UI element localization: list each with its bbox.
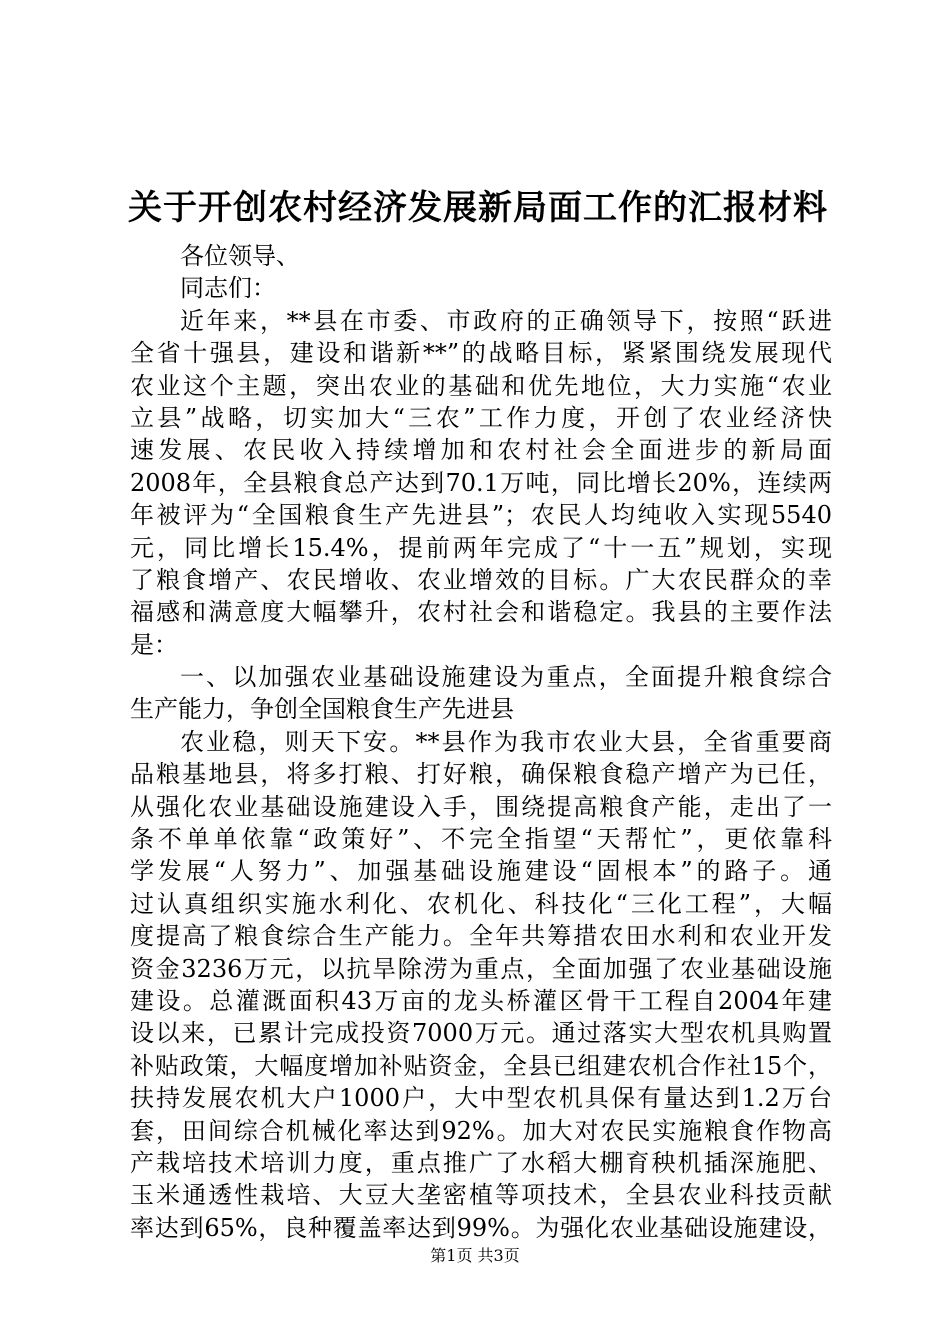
body-line: 度提高了粮食综合生产能力。全年共筹措农田水利和农业开发 xyxy=(130,922,832,951)
body-line: 生产能力，争创全国粮食生产先进县 xyxy=(130,695,514,724)
body-line: 建设。总灌溉面积43万亩的龙头桥灌区骨干工程自2004年建 xyxy=(130,986,832,1015)
body-line: 玉米通透性栽培、大豆大垄密植等项技术，全县农业科技贡献 xyxy=(130,1181,832,1210)
body-line: 立县”战略，切实加大“三农”工作力度，开创了农业经济快 xyxy=(130,403,832,432)
body-line: 资金3236万元，以抗旱除涝为重点，全面加强了农业基础设施 xyxy=(130,954,832,983)
body-line: 一、以加强农业基础设施建设为重点，全面提升粮食综合 xyxy=(180,663,832,692)
body-line: 条不单单依靠“政策好”、不完全指望“天帮忙”，更依靠科 xyxy=(130,825,832,854)
body-line: 率达到65%，良种覆盖率达到99%。为强化农业基础设施建设， xyxy=(130,1213,832,1242)
body-line: 福感和满意度大幅攀升，农村社会和谐稳定。我县的主要作法 xyxy=(130,598,832,627)
body-line: 年被评为“全国粮食生产先进县”；农民人均纯收入实现5540 xyxy=(130,501,832,530)
body-line: 农业稳，则天下安。**县作为我市农业大县，全省重要商 xyxy=(180,727,832,756)
body-line: 是： xyxy=(130,630,178,659)
body-line: 速发展、农民收入持续增加和农村社会全面进步的新局面 xyxy=(130,436,832,465)
body-line: 套，田间综合机械化率达到92%。加大对农民实施粮食作物高 xyxy=(130,1116,832,1145)
body-line: 全省十强县，建设和谐新**”的战略目标，紧紧围绕发展现代 xyxy=(130,339,832,368)
body-line: 补贴政策，大幅度增加补贴资金，全县已组建农机合作社15个， xyxy=(130,1051,832,1080)
body-line: 各位领导、 xyxy=(180,242,300,270)
body-line: 从强化农业基础设施建设入手，围绕提高粮食产能，走出了一 xyxy=(130,792,832,821)
body-line: 同志们： xyxy=(180,274,276,303)
document-title: 关于开创农村经济发展新局面工作的汇报材料 xyxy=(128,188,828,228)
body-line: 农业这个主题，突出农业的基础和优先地位，大力实施“农业 xyxy=(130,371,832,400)
body-line: 学发展“人努力”、加强基础设施建设“固根本”的路子。通 xyxy=(130,857,832,886)
body-line: 2008年，全县粮食总产达到70.1万吨，同比增长20%，连续两 xyxy=(130,468,832,497)
body-line: 近年来，**县在市委、市政府的正确领导下，按照“跃进 xyxy=(180,306,832,335)
body-line: 产栽培技术培训力度，重点推广了水稻大棚育秧机插深施肥、 xyxy=(130,1148,832,1177)
body-line: 过认真组织实施水利化、农机化、科技化“三化工程”，大幅 xyxy=(130,889,832,918)
body-line: 设以来，已累计完成投资7000万元。通过落实大型农机具购置 xyxy=(130,1019,832,1048)
body-line: 元，同比增长15.4%，提前两年完成了“十一五”规划，实现 xyxy=(130,533,832,562)
page-footer: 第1页 共3页 xyxy=(430,1246,520,1265)
document-body xyxy=(130,240,832,1244)
body-line: 品粮基地县，将多打粮、打好粮，确保粮食稳产增产为已任， xyxy=(130,760,832,789)
body-line: 了粮食增产、农民增收、农业增效的目标。广大农民群众的幸 xyxy=(130,565,832,594)
body-line: 扶持发展农机大户1000户，大中型农机具保有量达到1.2万台 xyxy=(130,1084,832,1113)
